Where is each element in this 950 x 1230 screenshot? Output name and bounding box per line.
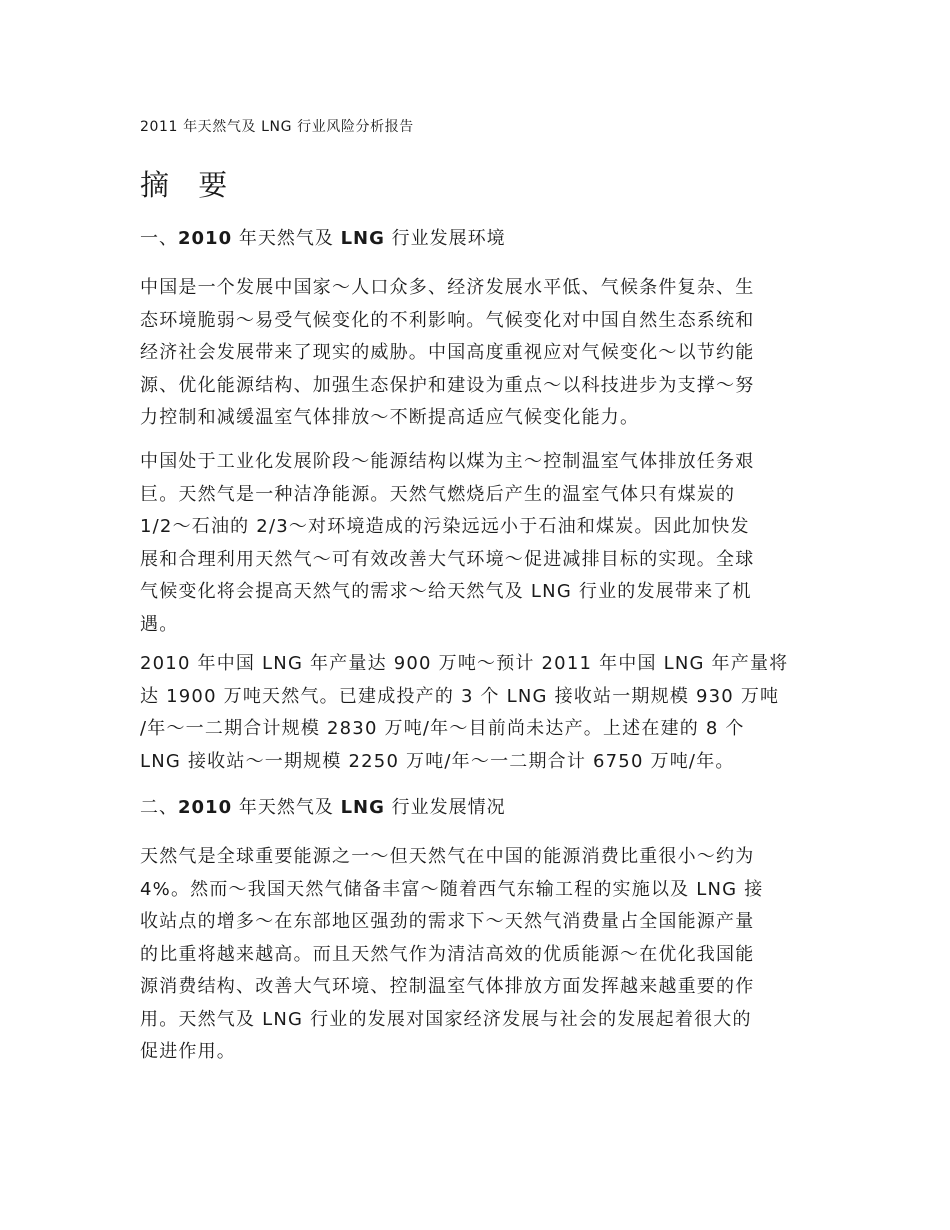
paragraph-line: 4%。然而～我国天然气储备丰富～随着西气东输工程的实施以及 LNG 接 [140, 878, 764, 900]
paragraph-line: 2010 年中国 LNG 年产量达 900 万吨～预计 2011 年中国 LNG 年产量将 [140, 653, 789, 674]
section-heading-1-prefix: 一、 [140, 228, 178, 249]
section-heading-2-year: 2010 [178, 797, 233, 818]
paragraph-line: 力控制和减缓温室气体排放～不断提高适应气候变化能力。 [140, 407, 640, 428]
paragraph-line: 中国是一个发展中国家～人口众多、经济发展水平低、气候条件复杂、生 [140, 277, 755, 298]
paragraph-line: 促进作用。 [140, 1041, 236, 1062]
section-heading-2-prefix: 二、 [140, 797, 178, 818]
page-title: 摘 要 [140, 168, 238, 202]
section-heading-1-lng: LNG [340, 228, 385, 249]
paragraph-line: 的比重将越来越高。而且天然气作为清洁高效的优质能源～在优化我国能 [140, 943, 755, 965]
paragraph-line: 中国处于工业化发展阶段～能源结构以煤为主～控制温室气体排放任务艰 [140, 451, 755, 472]
section-heading-1 [140, 226, 506, 252]
running-header: 2011 年天然气及 LNG 行业风险分析报告 [140, 119, 414, 135]
section-heading-2-mid: 年天然气及 [232, 797, 341, 818]
section-heading-1-mid: 年天然气及 [232, 228, 341, 249]
paragraph-2 [140, 446, 812, 641]
paragraph-line: 气候变化将会提高天然气的需求～给天然气及 LNG 行业的发展带来了机 [140, 581, 752, 602]
paragraph-line: 用。天然气及 LNG 行业的发展对国家经济发展与社会的发展起着很大的 [140, 1008, 752, 1030]
paragraph-line: 达 1900 万吨天然气。已建成投产的 3 个 LNG 接收站一期规模 930 万吨 [140, 685, 780, 707]
section-heading-2-rest: 行业发展情况 [384, 797, 506, 818]
section-heading-1-year: 2010 [178, 228, 233, 249]
paragraph-line: 1/2～石油的 2/3～对环境造成的污染远远小于石油和煤炭。因此加快发 [140, 516, 750, 537]
paragraph-3 [140, 648, 812, 778]
section-heading-2-lng: LNG [340, 797, 385, 818]
paragraph-line: 展和合理利用天然气～可有效改善大气环境～促进减排目标的实现。全球 [140, 548, 755, 570]
paragraph-4 [140, 841, 812, 1069]
paragraph-1 [140, 272, 812, 435]
paragraph-line: /年～一二期合计规模 2830 万吨/年～目前尚未达产。上述在建的 8 个 [140, 718, 745, 739]
paragraph-line: 遇。 [140, 613, 179, 635]
paragraph-line: LNG 接收站～一期规模 2250 万吨/年～一二期合计 6750 万吨/年。 [140, 750, 735, 772]
paragraph-line: 源消费结构、改善大气环境、控制温室气体排放方面发挥越来越重要的作 [140, 976, 755, 997]
section-heading-1-rest: 行业发展环境 [384, 228, 506, 249]
paragraph-line: 态环境脆弱～易受气候变化的不利影响。气候变化对中国自然生态系统和 [140, 309, 755, 331]
paragraph-line: 源、优化能源结构、加强生态保护和建设为重点～以科技进步为支撑～努 [140, 374, 755, 396]
paragraph-line: 经济社会发展带来了现实的威胁。中国高度重视应对气候变化～以节约能 [140, 342, 755, 363]
paragraph-line: 收站点的增多～在东部地区强劲的需求下～天然气消费量占全国能源产量 [140, 911, 755, 932]
paragraph-line: 天然气是全球重要能源之一～但天然气在中国的能源消费比重很小～约为 [140, 846, 755, 867]
paragraph-line: 巨。天然气是一种洁净能源。天然气燃烧后产生的温室气体只有煤炭的 [140, 483, 736, 505]
section-heading-2 [140, 795, 506, 821]
